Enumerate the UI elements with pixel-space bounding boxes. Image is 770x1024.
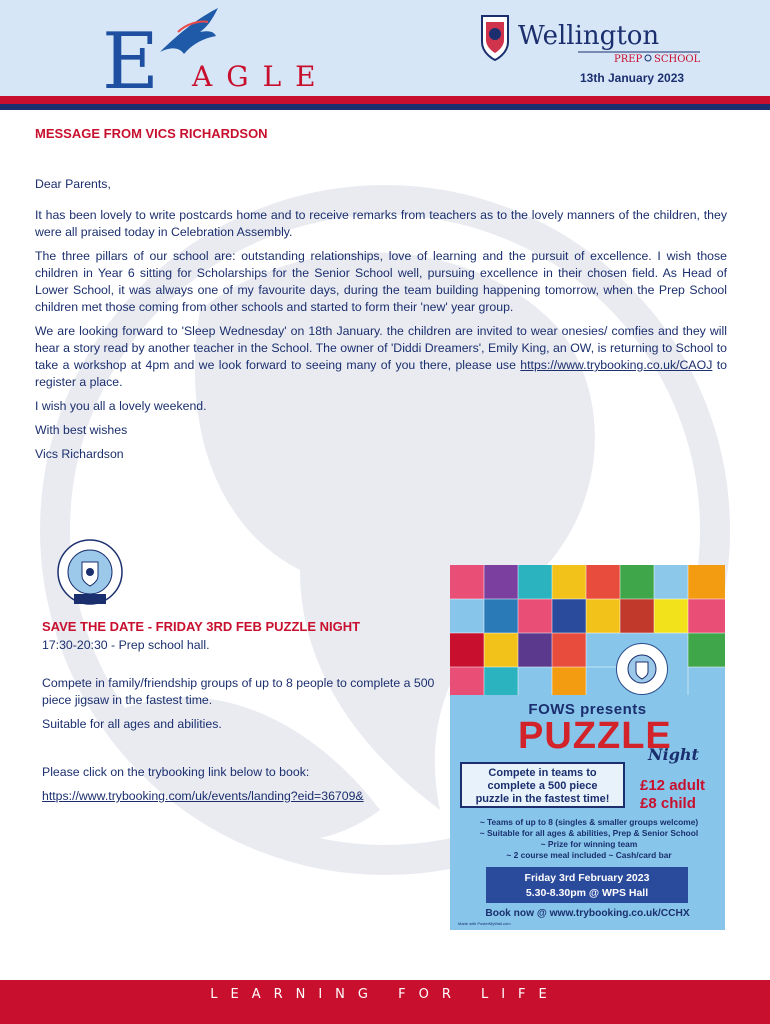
puzzle-night-title: SAVE THE DATE - FRIDAY 3RD FEB PUZZLE NIGHT xyxy=(42,619,361,634)
poster-fows-presents: FOWS presents xyxy=(528,701,647,718)
poster-child-price: £8 child xyxy=(640,795,696,812)
poster-date: Friday 3rd February 2023 xyxy=(524,872,650,884)
letter-paragraph-3 xyxy=(35,323,727,391)
poster-box-line-3: puzzle in the fastest time! xyxy=(475,793,610,805)
letter-greeting: Dear Parents, xyxy=(35,177,111,191)
puzzle-suitability: Suitable for all ages and abilities. xyxy=(42,717,222,731)
trybooking-puzzle-link[interactable]: https://www.trybooking.com/uk/events/landing?eid=36709& xyxy=(42,789,364,803)
wellington-prep-logo xyxy=(478,12,728,68)
poster-crest-icon xyxy=(616,643,668,695)
fows-crest-icon xyxy=(50,538,130,610)
letter-signature: Vics Richardson xyxy=(35,447,124,461)
school-sub-school: SCHOOL xyxy=(654,54,701,65)
poster-bullet-3: ~ Prize for winning team xyxy=(540,839,638,849)
letter-closing-2: With best wishes xyxy=(35,423,128,437)
poster-bullet-2: ~ Suitable for all ages & abilities, Prep & Senior School xyxy=(479,828,699,838)
poster-bullet-4: ~ 2 course meal included ~ Cash/card bar xyxy=(506,850,672,860)
poster-box-line-1: Compete in teams to xyxy=(488,767,597,779)
poster-bullet-1: ~ Teams of up to 8 (singles & smaller groups welcome) xyxy=(479,817,699,827)
eagle-head-icon xyxy=(160,8,218,54)
logo-letter-e: E xyxy=(102,17,159,94)
poster-time-venue: 5.30-8.30pm @ WPS Hall xyxy=(525,887,649,899)
letter-paragraph-2: The three pillars of our school are: outstanding relationships, love of learning and the pursuit of excellence. I wish those children in Year 6 sitting for Scholarships for the Senior School well, pursuing excellence in their chosen field. As Head of Lower School, it was always one of my favourite days, during the team building happening tomorrow, when the Prep School children met those coming from other schools and started to form their 'new' year group. xyxy=(35,249,727,314)
header-navy-stripe xyxy=(0,104,770,110)
letter-paragraph-1: It has been lovely to write postcards home and to receive remarks from teachers as to the lovely manners of the children, they were all praised today in Celebration Assembly. xyxy=(35,208,727,239)
footer-motto: LEARNING FOR LIFE xyxy=(210,987,560,1002)
poster-box-line-2: complete a 500 piece xyxy=(487,780,598,792)
poster-adult-price: £12 adult xyxy=(640,777,706,794)
puzzle-night-poster xyxy=(450,565,725,930)
school-sub-prep: PREP xyxy=(614,54,643,65)
letter-body xyxy=(35,176,727,470)
header-red-stripe xyxy=(0,96,770,104)
poster-made-with: Made with PosterMyWall.com xyxy=(458,921,511,926)
message-title: MESSAGE FROM VICS RICHARDSON xyxy=(35,126,268,141)
school-crest-icon xyxy=(482,16,508,60)
poster-date-box xyxy=(486,867,688,903)
poster-book-now: Book now @ www.trybooking.co.uk/CCHX xyxy=(485,908,690,919)
poster-night-script: Night xyxy=(648,745,699,764)
puzzle-night-body xyxy=(42,637,437,812)
newsletter-date: 13th January 2023 xyxy=(580,71,685,85)
poster-bullets xyxy=(458,817,720,861)
para3-text-after: to register a place. xyxy=(35,358,727,389)
poster-puzzle-heading: PUZZLE xyxy=(518,715,672,757)
jigsaw-pieces-graphic xyxy=(450,565,725,695)
school-name: Wellington xyxy=(518,21,660,51)
puzzle-description: Compete in family/friendship groups of up to 8 people to complete a 500 piece jigsaw in the fastest time. xyxy=(42,676,435,707)
poster-compete-box xyxy=(460,762,625,808)
puzzle-book-prompt: Please click on the trybooking link below to book: xyxy=(42,765,310,779)
letter-closing-1: I wish you all a lovely weekend. xyxy=(35,399,207,413)
trybooking-caoj-link[interactable]: https://www.trybooking.co.uk/CAOJ xyxy=(520,358,713,372)
eagle-newsletter-logo xyxy=(100,2,370,94)
para3-text-before: We are looking forward to 'Sleep Wednesday' on 18th January. the children are invited to wear onesies/ comfies and they will hear a story read by another teacher in the School. The owner of 'Diddi Dreamers', Emily King, an OW, is returning to School to take a workshop at 4pm and we look forward to seeing many of you there, please use xyxy=(35,324,727,372)
logo-word: AGLE xyxy=(192,60,330,93)
puzzle-time: 17:30-20:30 - Prep school hall. xyxy=(42,638,210,652)
